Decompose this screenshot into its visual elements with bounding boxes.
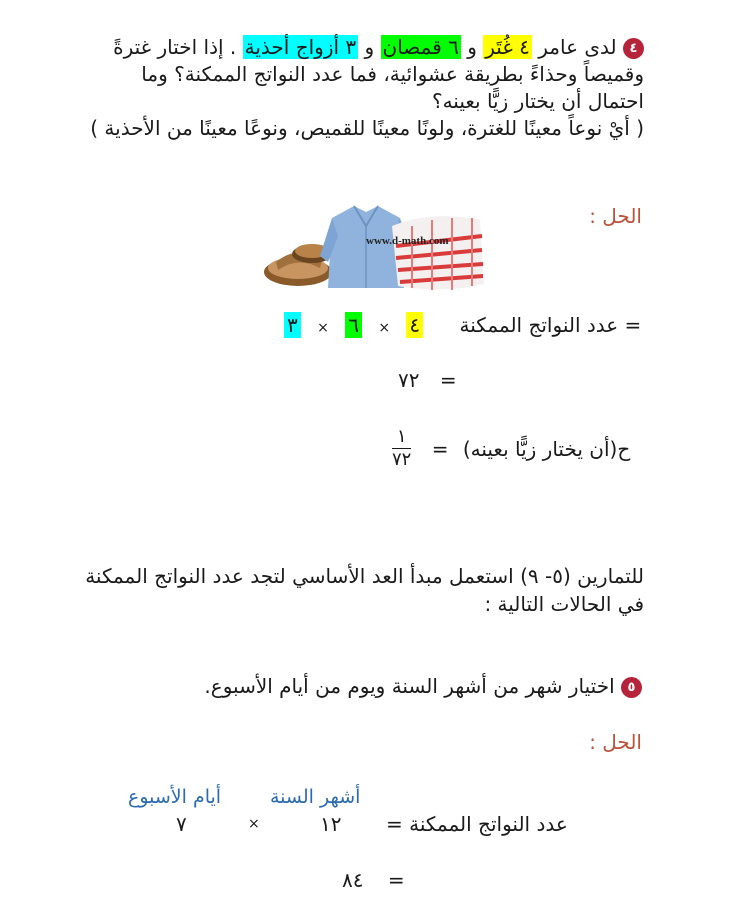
times-sign: × xyxy=(248,816,260,832)
watermark-text: www.d-math.com xyxy=(366,235,449,247)
fraction-numerator: ١ xyxy=(392,426,411,449)
factor-ghutra: ٤ xyxy=(406,312,423,338)
result-value: ٨٤ xyxy=(342,868,364,892)
result-line-5 xyxy=(342,868,405,892)
highlight-ghutra: ٤ غُتَر xyxy=(485,35,530,59)
problem-5 xyxy=(204,674,642,698)
fraction-denominator: ٧٢ xyxy=(392,449,412,470)
exercises-instruction: للتمارين (٥- ٩) استعمل مبدأ العد الأساسي لتجد عدد النواتج الممكنة في الحالات التالية : xyxy=(85,564,644,616)
problem-text: . إذا اختار غترةً وقميصاً وحذاءً بطريقة عشوائية، فما عدد النواتج الممكنة؟ وما احتمال أن يختار زيًّا بعينه؟ xyxy=(113,35,644,113)
problem-text: و xyxy=(460,35,484,59)
factor-shirts: ٦ xyxy=(345,312,362,338)
problem-number-badge: ٤ xyxy=(623,38,644,59)
equals-sign: = xyxy=(439,368,457,392)
problem-hint: ( أيْ نوعاً معينًا للغترة، ولونًا معينًا للقميص، ونوعًا معينًا من الأحذية ) xyxy=(90,116,644,140)
ghutra-icon xyxy=(392,216,484,290)
clothing-image xyxy=(262,196,488,300)
problem-4 xyxy=(84,34,644,142)
factor-shoes: ٣ xyxy=(284,312,301,338)
result-line-4 xyxy=(398,368,457,392)
outcomes-equation-4 xyxy=(284,312,641,338)
highlight-shoes: ٣ أزواج أحذية xyxy=(244,35,357,59)
outcomes-label: عدد النواتج الممكنة = xyxy=(459,313,642,337)
problem-text: لدى عامر xyxy=(531,35,617,59)
sandals-icon xyxy=(264,244,332,286)
solution-label: الحل : xyxy=(589,204,642,228)
months-value: ١٢ xyxy=(320,812,342,836)
highlight-shirts: ٦ قمصان xyxy=(382,35,459,59)
probability-label: ح(أن يختار زيًّا بعينه) xyxy=(462,436,631,461)
problem-text: و xyxy=(358,35,381,59)
solution-label: الحل : xyxy=(589,730,642,754)
clothing-illustration xyxy=(262,196,488,300)
equals-sign: = xyxy=(431,436,449,461)
times-sign: × xyxy=(378,320,391,336)
equals-sign: = xyxy=(387,868,405,892)
days-label: أيام الأسبوع xyxy=(128,786,222,808)
days-value: ٧ xyxy=(176,812,187,836)
months-label: أشهر السنة xyxy=(270,786,361,808)
result-value: ٧٢ xyxy=(398,368,420,392)
outcomes-label: عدد النواتج الممكنة = xyxy=(386,812,568,836)
times-sign: × xyxy=(317,320,329,336)
problem-text: اختيار شهر من أشهر السنة ويوم من أيام الأسبوع. xyxy=(204,674,615,698)
probability-fraction xyxy=(392,426,411,471)
probability-line xyxy=(392,426,630,471)
problem-number-badge: ٥ xyxy=(621,677,642,698)
